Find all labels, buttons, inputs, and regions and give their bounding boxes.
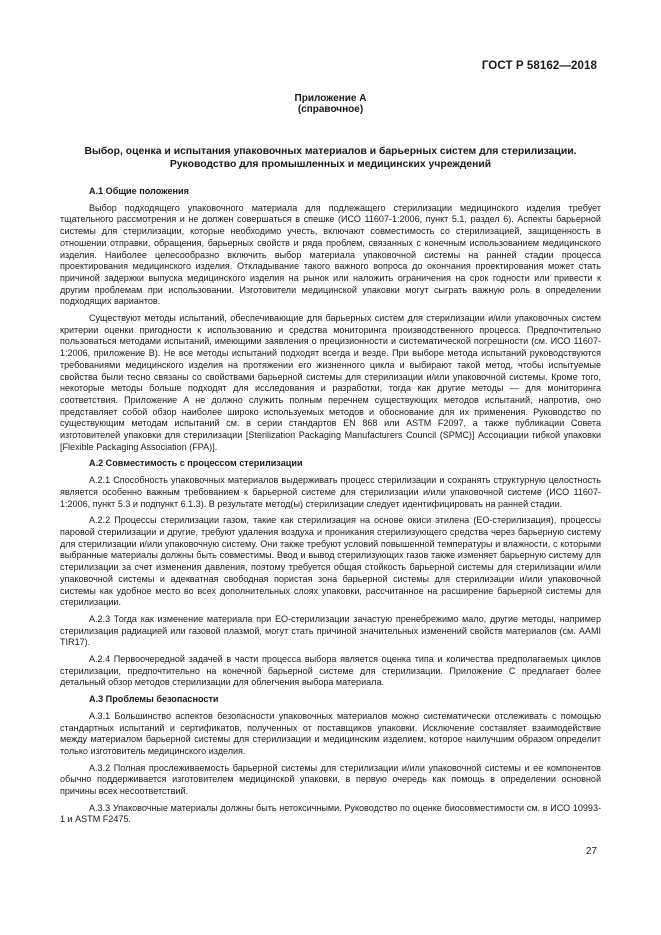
paragraph: А.2.2 Процессы стерилизации газом, такие как стерилизация на основе окиси этилена (ЕО-стерилизация), процессы паровой стерилизации и другие, требуют удаления воздуха и проникания стерилизующего средства через барьерную систему для стерилизации и/или упаковочную систему. Они также требуют условий повышенной температуры и влажности, с которыми выбранные материалы должны быть совместимы. Ввод и вывод стерилизующих газов также изменяет барьерную систему для стерилизации за счет изменения давления, поэтому требуется общая стойкость барьерной системы для стерилизации и/или упаковочной системы и адекватная свободная пористая зона барьерной системы для стерилизации и/или упаковочной системы как удобное место во всех дополнительных слоях упаковки, рассчитанное на расширение барьерной системы для стерилизации.: [60, 515, 601, 608]
standard-number: ГОСТ Р 58162—2018: [481, 60, 597, 72]
document-title: [60, 146, 601, 171]
annex-type: (справочное): [297, 104, 364, 115]
paragraph: Существуют методы испытаний, обеспечивающие для барьерных систем для стерилизации и/или упаковочных систем критерии оценки пригодности к использованию и средства мониторинга производственного процесса. Предпочтительно пользоваться методами испытаний, имеющими заявления о прецизионности и систематической погрешности (см. ИСО 11607-1:2006, приложение В). Не все методы испытаний подходят всегда и везде. При выборе метода испытаний руководствуются требованиями медицинского изделия на протяжении его жизненного цикла и выбирают такой метод, чтобы испытуемые свойства были тесно связаны со свойствами барьерной системы для стерилизации и/или упаковочной системы. Кроме того, некоторые методы больше подходят для исследования и разработки, тогда как другие методы — для мониторинга соответствия. Приложение А не должно служить полным перечнем существующих методов испытаний, напротив, оно представляет собой обзор наиболее широко используемых методов и обоснование для их применения. Руководство по существующим методам испытаний см. в серии стандартов EN 868 или ASTM F2097, а также публикации Совета изготовителей упаковки для стерилизации [Sterilization Packaging Manufacturers Council (SPMC)] Ассоциации гибкой упаковки [Flexible Packaging Association (FPA)].: [60, 313, 601, 452]
title-line-1: Выбор, оценка и испытания упаковочных материалов и барьерных систем для стерилизации.: [84, 146, 577, 157]
paragraph: А.3.1 Большинство аспектов безопасности упаковочных материалов можно систематически отслеживать с помощью стандартных испытаний и сертификатов, полученных от поставщиков упаковки. Исключение составляет взаимодействие между материалом барьерной системы для стерилизации и медицинским изделием, которое наилучшим образом определит только изготовитель медицинского изделия.: [60, 710, 601, 756]
paragraph: А.3.3 Упаковочные материалы должны быть нетоксичными. Руководство по оценке биосовместимости см. в ИСО 10993-1 и ASTM F2475.: [60, 802, 601, 825]
paragraph: Выбор подходящего упаковочного материала для подлежащего стерилизации медицинского изделия требует тщательного рассмотрения и не должен совершаться в спешке (ИСО 11607-1:2006, пункт 5.1, раздел 6). Аспекты барьерной системы для стерилизации, которые необходимо учесть, включают совместимость со стерилизацией, защищенность в отношении отправки, обращения, барьерных свойств и ряда проблем, связанных с конечным использованием медицинского изделия. Наиболее целесообразно включить выбор материала упаковочной системы на ранней стадии процесса проектирования медицинского изделия. Откладывание такого важного вопроса до окончания проектирования может стать причиной задержки выпуска медицинского изделия на рынок или наложить ограничения на срок годности или привести к другим проблемам при использовании. Изготовители медицинской упаковки могут сыграть важную роль в определении подходящих вариантов.: [60, 202, 601, 307]
page-number: 27: [585, 846, 597, 857]
annex-label: Приложение А: [294, 93, 367, 104]
paragraph: А.2.3 Тогда как изменение материала при ЕО-стерилизации зачастую пренебрежимо мало, другие методы, например стерилизация радиацией или газовой плазмой, могут стать причиной значительных изменений свойств материалов (см. AAMI TIR17).: [60, 613, 601, 648]
annex-heading: [0, 93, 661, 115]
document-body: [60, 186, 601, 826]
section-heading-a3: А.3 Проблемы безопасности: [89, 694, 219, 705]
paragraph: А.2.1 Способность упаковочных материалов выдерживать процесс стерилизации и сохранять структурную целостность является особенно важным требованием к барьерной системе для стерилизации и/или упаковочной системе (ИСО 11607-1:2006, пункт 5.3 и подпункт 6.1.3). В результате метод(ы) стерилизации следует идентифицировать на ранней стадии.: [60, 475, 601, 509]
paragraph: А.3.2 Полная прослеживаемость барьерной системы для стерилизации и/или упаковочной системы и ее компонентов обычно поддерживается изготовителем медицинской упаковки, в первую очередь как помощь в определении основной причины всех несоответствий.: [60, 762, 601, 797]
title-line-2: Руководство для промышленных и медицинских учреждений: [169, 158, 492, 170]
section-heading-a1: А.1 Общие положения: [89, 186, 189, 196]
section-heading-a2: А.2 Совместимость с процессом стерилизации: [89, 458, 303, 469]
paragraph: А.2.4 Первоочередной задачей в части процесса выбора является оценка типа и количества предполагаемых циклов стерилизации, предпочтительно на конечной барьерной системе для стерилизации. Приложение С предлагает более детальный обзор методов стерилизации для облегчения выбора материала.: [60, 654, 601, 688]
